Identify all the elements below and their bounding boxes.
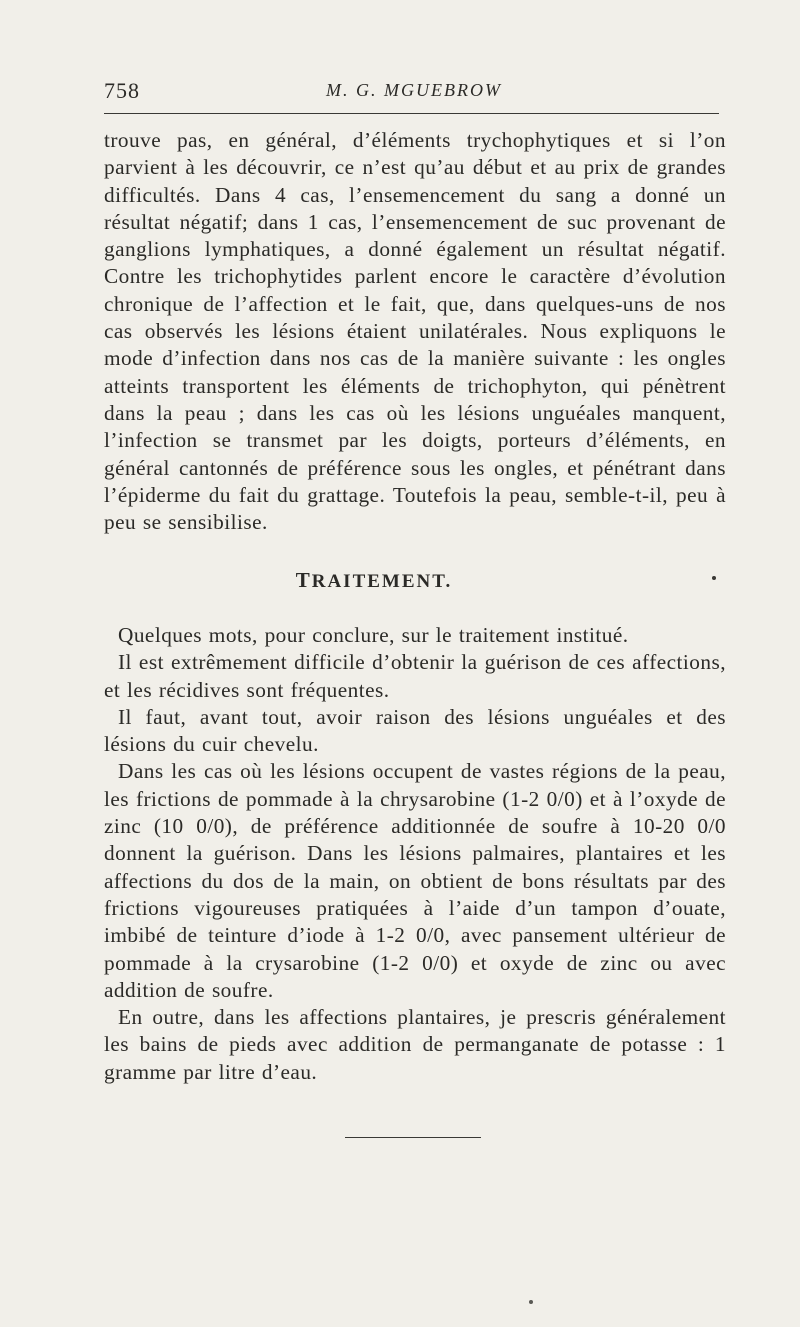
paragraph: Quelques mots, pour conclure, sur le traitement institué. (118, 623, 629, 647)
running-head: M. G. MGUEBROW (326, 80, 502, 100)
opening-paragraph: trouve pas, en général, d’éléments trychophytiques et si l’on parvient à les découvrir, ce n’est qu’au début et au prix de grandes difficultés. Dans 4 cas, l’ensemencement du sang a donné un résultat négatif; dans 1 cas, l’ensemencement de suc provenant de ganglions lymphatiques, a donné également un résultat négatif. Contre les trichophytides parlent encore le caractère d’évolution chronique de l’affection et le fait, que, dans quelques-uns de nos cas observés les lésions étaient unilatérales. Nous expliquons le mode d’infection dans nos cas de la manière suivante : les ongles atteints transportent les éléments de trichophyton, qui pénètrent dans la peau ; dans les cas où les lésions unguéales manquent, l’infection se transmet par les doigts, porteurs d’éléments, en général cantonnés de préférence sous les ongles, et pénétrant dans l’épiderme du fait du grattage. Toutefois la peau, semble-t-il, peu à peu se sensibilise. (104, 128, 726, 535)
page-header (104, 78, 724, 108)
header-rule (104, 113, 719, 114)
paragraph: Il est extrêmement difficile d’obtenir la guérison de ces affections, et les récidives sont fréquentes. (104, 650, 726, 702)
page-number: 758 (104, 78, 140, 103)
section-heading-initial: T (295, 568, 312, 592)
paragraph: Il faut, avant tout, avoir raison des lésions unguéales et des lésions du cuir chevelu. (104, 704, 726, 757)
paragraph: Dans les cas où les lésions occupent de vastes régions de la peau, les frictions de pommade à la chrysarobine (1-2 0/0) et à l’oxyde de zinc (10 0/0), de préférence additionnée de soufre à 10-20 0/0 donnent la guérison. Dans les lésions palmaires, plantaires et les affections du dos de la main, on obtient de bons résultats par des frictions vigoureuses pratiquées à l’aide d’un tampon d’ouate, imbibé de teinture d’iode à 1-2 0/0, avec pansement ultérieur de pommade à la crysarobine (1-2 0/0) et oxyde de zinc ou avec addition de soufre. (104, 759, 726, 1002)
print-speck (529, 1300, 533, 1304)
section-heading (104, 568, 644, 593)
paragraph: En outre, dans les affections plantaires, je prescris généralement les bains de pieds avec addition de permanganate de potasse : 1 gramme par litre d’eau. (104, 1005, 726, 1084)
end-rule (345, 1137, 481, 1138)
print-speck (712, 576, 716, 580)
treatment-section (104, 622, 726, 1086)
section-heading-rest: RAITEMENT. (311, 571, 453, 592)
